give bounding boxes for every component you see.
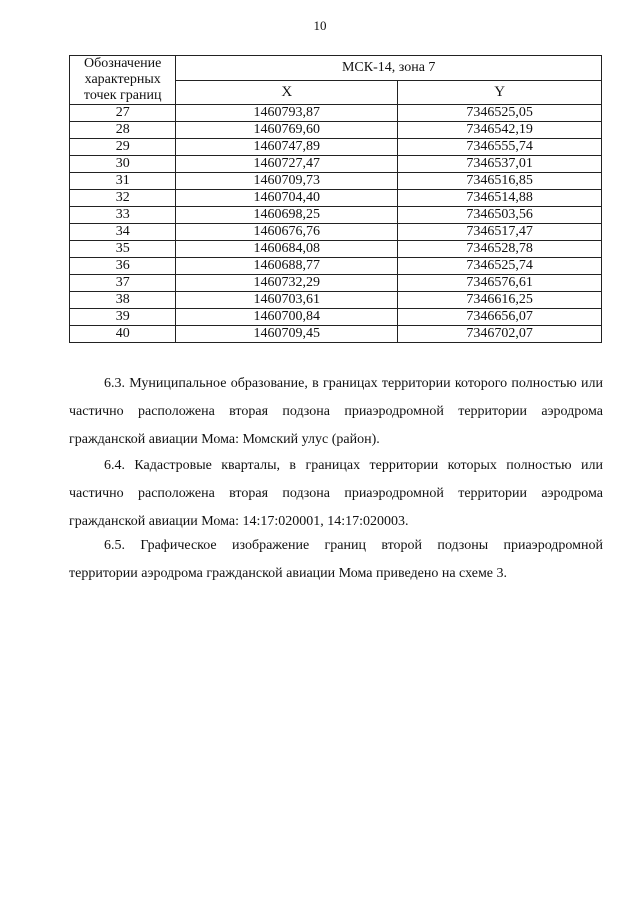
x-cell: 1460709,73 <box>176 173 398 190</box>
y-cell: 7346616,25 <box>398 292 602 309</box>
point-cell: 30 <box>70 156 176 173</box>
paragraph-6-4: 6.4. Кадастровые кварталы, в границах территории которых полностью или частично расположена вторая подзона приаэродромной территории аэродрома гражданской авиации Мома: 14:17:020001, 14:17:020003. <box>69 458 603 529</box>
x-column-header: X <box>176 80 398 105</box>
table-row <box>70 241 602 258</box>
y-cell: 7346517,47 <box>398 224 602 241</box>
y-cell: 7346525,74 <box>398 258 602 275</box>
table-row <box>70 190 602 207</box>
coordinate-system-header: МСК-14, зона 7 <box>176 56 602 81</box>
point-cell: 37 <box>70 275 176 292</box>
y-cell: 7346542,19 <box>398 122 602 139</box>
point-cell: 33 <box>70 207 176 224</box>
point-cell: 31 <box>70 173 176 190</box>
table-row <box>70 292 602 309</box>
table-row <box>70 309 602 326</box>
y-cell: 7346702,07 <box>398 326 602 343</box>
x-cell: 1460727,47 <box>176 156 398 173</box>
table-row <box>70 275 602 292</box>
y-cell: 7346537,01 <box>398 156 602 173</box>
y-cell: 7346514,88 <box>398 190 602 207</box>
coordinates-table <box>69 55 602 343</box>
x-cell: 1460700,84 <box>176 309 398 326</box>
table-row <box>70 207 602 224</box>
x-cell: 1460688,77 <box>176 258 398 275</box>
point-designation-header: Обозначение характерных точек границ <box>70 56 176 105</box>
x-cell: 1460769,60 <box>176 122 398 139</box>
table-row <box>70 105 602 122</box>
table-row <box>70 139 602 156</box>
y-cell: 7346516,85 <box>398 173 602 190</box>
x-cell: 1460703,61 <box>176 292 398 309</box>
x-cell: 1460747,89 <box>176 139 398 156</box>
point-cell: 38 <box>70 292 176 309</box>
table-row <box>70 173 602 190</box>
table-row <box>70 258 602 275</box>
point-cell: 36 <box>70 258 176 275</box>
x-cell: 1460704,40 <box>176 190 398 207</box>
x-cell: 1460793,87 <box>176 105 398 122</box>
page-number: 10 <box>313 18 327 33</box>
y-cell: 7346503,56 <box>398 207 602 224</box>
y-cell: 7346525,05 <box>398 105 602 122</box>
x-cell: 1460732,29 <box>176 275 398 292</box>
table-row <box>70 122 602 139</box>
x-cell: 1460684,08 <box>176 241 398 258</box>
table-row <box>70 156 602 173</box>
point-cell: 34 <box>70 224 176 241</box>
point-cell: 28 <box>70 122 176 139</box>
paragraph-6-3: 6.3. Муниципальное образование, в границах территории которого полностью или частично расположена вторая подзона приаэродромной территории аэродрома гражданской авиации Мома: Момский улус (район). <box>69 376 603 447</box>
y-cell: 7346656,07 <box>398 309 602 326</box>
point-cell: 29 <box>70 139 176 156</box>
x-cell: 1460676,76 <box>176 224 398 241</box>
x-cell: 1460709,45 <box>176 326 398 343</box>
point-cell: 39 <box>70 309 176 326</box>
y-cell: 7346528,78 <box>398 241 602 258</box>
y-cell: 7346555,74 <box>398 139 602 156</box>
point-cell: 40 <box>70 326 176 343</box>
y-cell: 7346576,61 <box>398 275 602 292</box>
point-cell: 27 <box>70 105 176 122</box>
table-body <box>70 105 602 343</box>
point-cell: 35 <box>70 241 176 258</box>
point-cell: 32 <box>70 190 176 207</box>
table-row <box>70 224 602 241</box>
y-column-header: Y <box>398 80 602 105</box>
x-cell: 1460698,25 <box>176 207 398 224</box>
paragraph-6-5: 6.5. Графическое изображение границ второй подзоны приаэродромной территории аэродрома гражданской авиации Мома приведено на схеме 3. <box>69 538 603 581</box>
table-row <box>70 326 602 343</box>
